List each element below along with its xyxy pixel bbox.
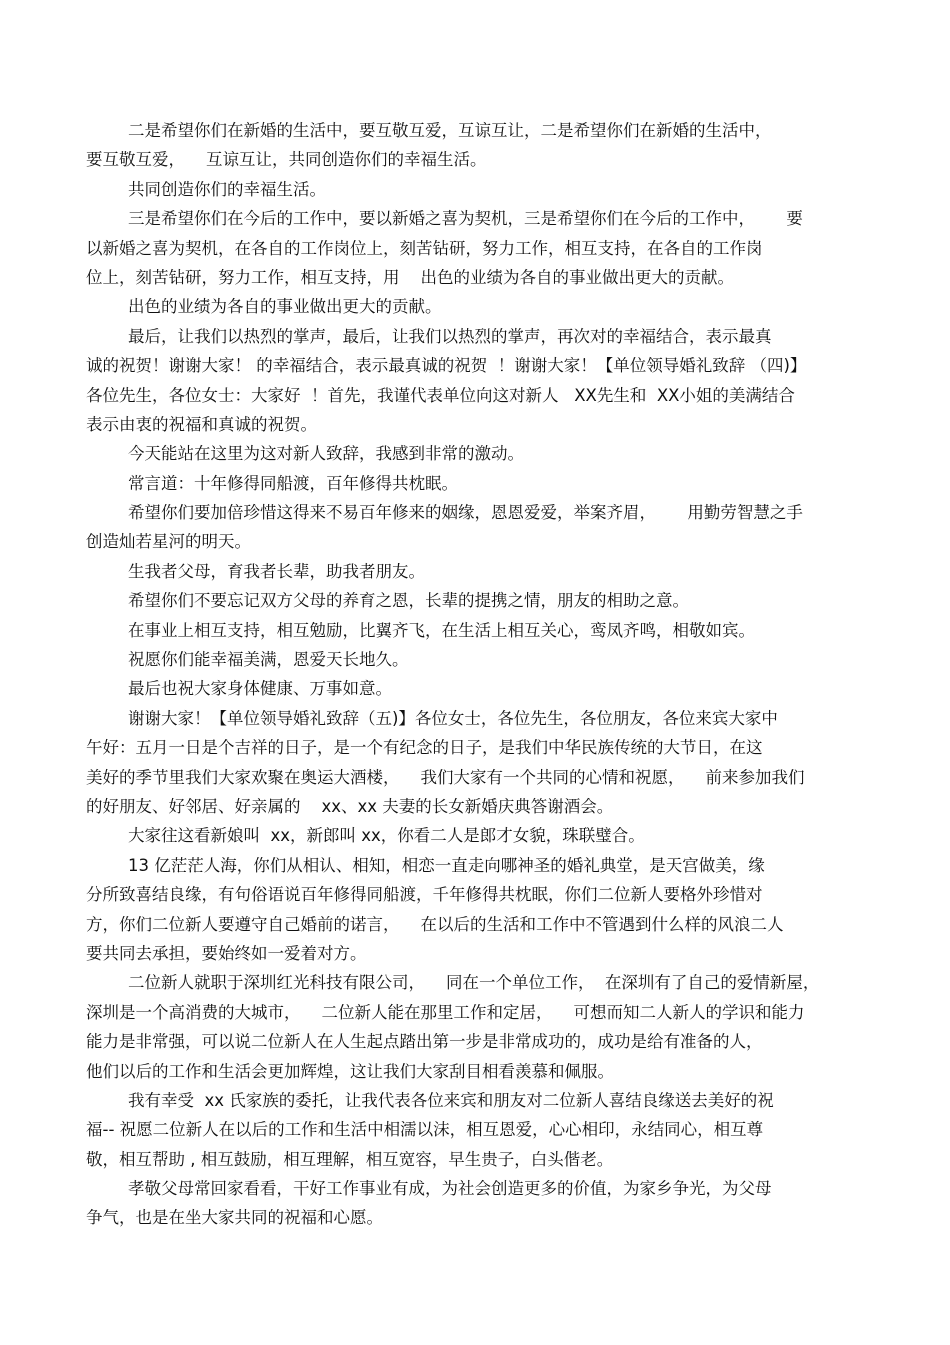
text-line: 要互敬互爱， 互谅互让，共同创造你们的幸福生活。 [86, 150, 487, 170]
text-line: 二是希望你们在新婚的生活中，要互敬互爱，互谅互让，二是希望你们在新婚的生活中， [86, 121, 772, 140]
text-line: 午好：五月一日是个吉祥的日子，是一个有纪念的日子，是我们中华民族传统的大节日，在这 [86, 738, 763, 758]
text-line: 福-- 祝愿二位新人在以后的工作和生活中相濡以沫，相互恩爱，心心相印，永结同心，相互尊 [86, 1120, 764, 1140]
text-line: 最后，让我们以热烈的掌声，最后，让我们以热烈的掌声，再次对的幸福结合，表示最真 [86, 326, 772, 346]
text-line: 出色的业绩为各自的事业做出更大的贡献。 [86, 297, 442, 317]
text-line: 生我者父母，育我者长辈，助我者朋友。 [86, 561, 425, 581]
body-text [86, 116, 870, 1233]
text-line: 位上，刻苦钻研，努力工作，相互支持，用 出色的业绩为各自的事业做出更大的贡献。 [86, 267, 734, 287]
text-line: 诚的祝贺！谢谢大家！ 的幸福结合，表示最真诚的祝贺 ！谢谢大家！【单位领导婚礼致辞 （四)】 [86, 356, 807, 376]
text-line: 大家往这看新娘叫 xx，新郎叫 xx，你看二人是郎才女貌，珠联璧合。 [86, 826, 645, 846]
text-line: 二位新人就职于深圳红光科技有限公司， 同在一个单位工作， 在深圳有了自己的爱情新屋， [86, 973, 820, 993]
text-line: 13 亿茫茫人海，你们从相认、相知，相恋一直走向哪神圣的婚礼典堂，是天宫做美，缘 [86, 855, 765, 875]
text-line: 要共同去承担，要始终如一爱着对方。 [86, 943, 367, 963]
text-line: 今天能站在这里为这对新人致辞，我感到非常的激动。 [86, 444, 524, 464]
text-line: 表示由衷的祝福和真诚的祝贺。 [86, 414, 317, 434]
text-line: 分所致喜结良缘，有句俗语说百年修得同船渡，千年修得共枕眠，你们二位新人要格外珍惜对 [86, 885, 763, 905]
text-line: 各位先生，各位女士：大家好 ！首先，我谨代表单位向这对新人 XX先生和 XX小姐的美满结合 [86, 385, 795, 405]
text-line: 美好的季节里我们大家欢聚在奥运大酒楼， 我们大家有一个共同的心情和祝愿， 前来参加我们 [86, 767, 805, 787]
text-line: 方，你们二位新人要遵守自己婚前的诺言， 在以后的生活和工作中不管遇到什么样的风浪二人 [86, 914, 784, 934]
text-line: 最后也祝大家身体健康、万事如意。 [86, 679, 392, 699]
text-line: 创造灿若星河的明天。 [86, 532, 251, 552]
text-line: 以新婚之喜为契机，在各自的工作岗位上，刻苦钻研，努力工作，相互支持，在各自的工作岗 [86, 238, 763, 258]
text-line: 祝愿你们能幸福美满，恩爱天长地久。 [86, 650, 409, 670]
text-line: 深圳是一个高消费的大城市， 二位新人能在那里工作和定居， 可想而知二人新人的学识和能力 [86, 1002, 805, 1022]
text-line: 争气，也是在坐大家共同的祝福和心愿。 [86, 1208, 383, 1228]
text-line: 希望你们不要忘记双方父母的养育之恩，长辈的提携之情，朋友的相助之意。 [86, 591, 689, 611]
text-line: 的好朋友、好邻居、好亲属的 xx、xx 夫妻的长女新婚庆典答谢酒会。 [86, 796, 614, 816]
text-line: 敬，相互帮助 , 相互鼓励，相互理解，相互宽容，早生贵子，白头偕老。 [86, 1149, 614, 1169]
text-line: 常言道：十年修得同船渡，百年修得共枕眠。 [86, 473, 458, 493]
text-line: 他们以后的工作和生活会更加辉煌，这让我们大家刮目相看羡慕和佩服。 [86, 1061, 614, 1081]
text-line: 能力是非常强，可以说二位新人在人生起点踏出第一步是非常成功的，成功是给有准备的人， [86, 1032, 763, 1052]
text-line: 在事业上相互支持，相互勉励，比翼齐飞，在生活上相互关心，鸾凤齐鸣，相敬如宾。 [86, 620, 755, 640]
text-line: 三是希望你们在今后的工作中，要以新婚之喜为契机，三是希望你们在今后的工作中， 要 [86, 209, 803, 229]
text-line: 孝敬父母常回家看看，干好工作事业有成，为社会创造更多的价值，为家乡争光，为父母 [86, 1179, 772, 1199]
text-line: 谢谢大家！【单位领导婚礼致辞（五)】各位女士，各位先生，各位朋友，各位来宾大家中 [86, 708, 778, 728]
text-line: 希望你们要加倍珍惜这得来不易百年修来的姻缘，恩恩爱爱，举案齐眉， 用勤劳智慧之手 [86, 503, 803, 523]
text-line: 我有幸受 xx 氏家族的委托，让我代表各位来宾和朋友对二位新人喜结良缘送去美好的祝 [86, 1090, 774, 1110]
text-line: 共同创造你们的幸福生活。 [86, 179, 326, 199]
